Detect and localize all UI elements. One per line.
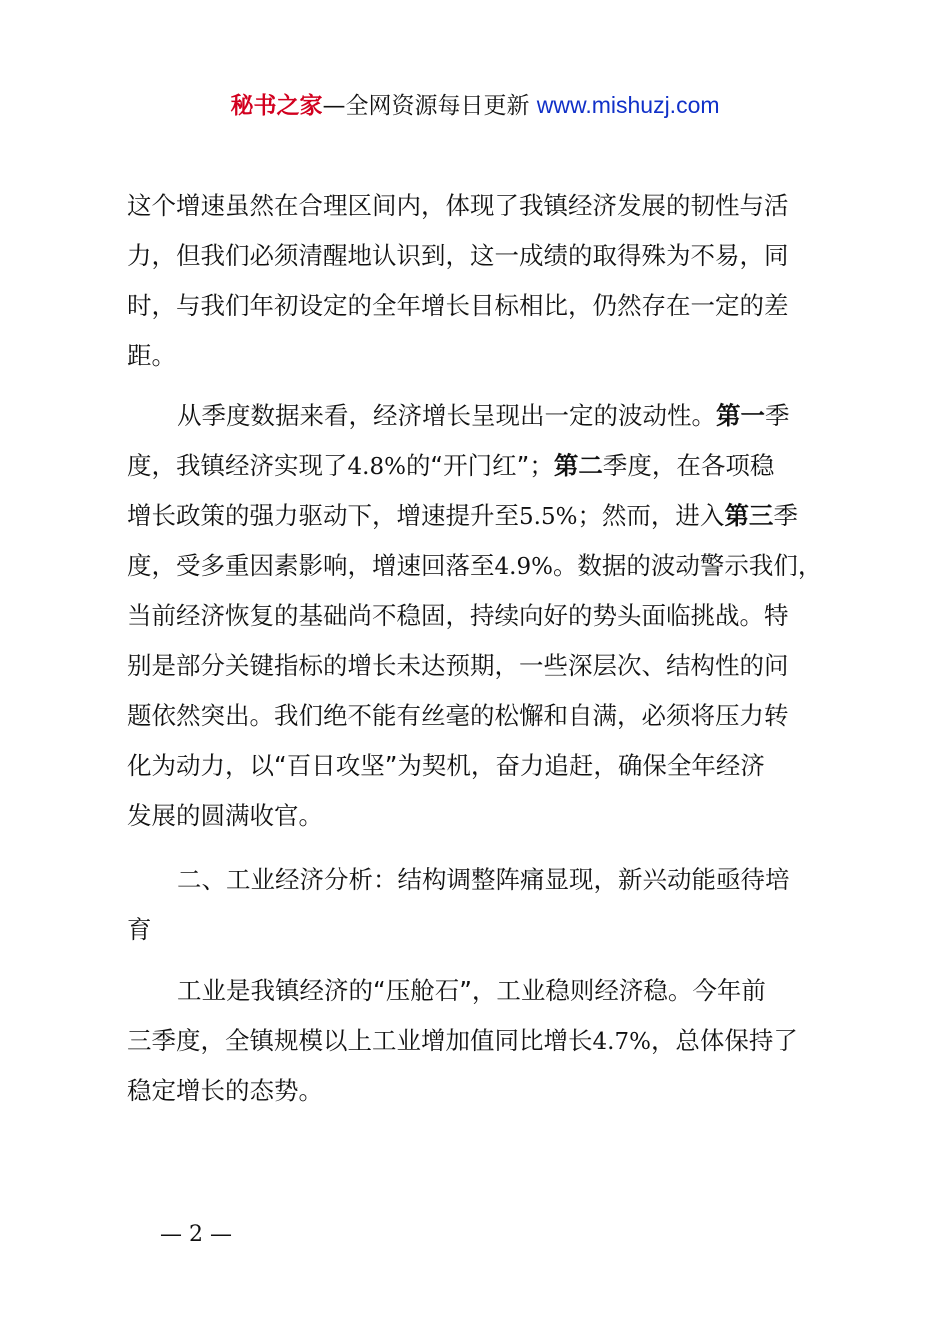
heading-line: 二、工业经济分析：结构调整阵痛显现，新兴动能亟待培 xyxy=(177,865,790,894)
text-line: 距。 xyxy=(127,341,176,370)
text-line: 别是部分关键指标的增长未达预期，一些深层次、结构性的问 xyxy=(127,651,789,680)
bold-run: 第二 xyxy=(553,451,603,480)
paragraph-1 xyxy=(127,181,837,381)
bold-run: 第一 xyxy=(716,401,765,430)
text-run: 。数据的波动警示我们， xyxy=(552,551,823,580)
text-line xyxy=(127,391,837,441)
text-line: 这个增速虽然在合理区间内，体现了我镇经济发展的韧性与活 xyxy=(127,191,789,220)
number-run: 4.8% xyxy=(347,454,406,480)
text-run: 季度，在各项稳 xyxy=(602,451,775,480)
paragraph-3 xyxy=(127,966,837,1116)
text-run: ，总体保持了 xyxy=(650,1026,798,1055)
section-heading xyxy=(127,855,837,955)
text-run: 三季度，全镇规模以上工业增加值同比增长 xyxy=(127,1026,593,1055)
number-run: 5.5% xyxy=(519,504,578,530)
text-run: 的“开门红”； xyxy=(405,451,554,480)
text-run: 增长政策的强力驱动下，增速提升至 xyxy=(127,501,519,530)
number-run: 4.7% xyxy=(592,1029,651,1055)
text-line: 力，但我们必须清醒地认识到，这一成绩的取得殊为不易，同 xyxy=(127,241,789,270)
brand-name: 秘书之家 xyxy=(230,93,323,119)
text-run: ；然而，进入 xyxy=(577,501,725,530)
text-line: 工业是我镇经济的“压舱石”，工业稳则经济稳。今年前 xyxy=(177,976,766,1005)
header-url[interactable]: www.mishuzj.com xyxy=(536,92,720,118)
page-number: — 2 — xyxy=(160,1222,232,1247)
text-line xyxy=(127,491,837,541)
text-line: 题依然突出。我们绝不能有丝毫的松懈和自满，必须将压力转 xyxy=(127,701,789,730)
text-run: 从季度数据来看，经济增长呈现出一定的波动性。 xyxy=(177,401,716,430)
text-run: 度，我镇经济实现了 xyxy=(127,451,348,480)
heading-line: 育 xyxy=(127,915,152,944)
text-line xyxy=(127,541,837,591)
header-tagline: —全网资源每日更新 xyxy=(322,93,537,119)
text-line: 稳定增长的态势。 xyxy=(127,1076,323,1105)
text-line: 时，与我们年初设定的全年增长目标相比，仍然存在一定的差 xyxy=(127,291,789,320)
text-line: 化为动力，以“百日攻坚”为契机，奋力追赶，确保全年经济 xyxy=(127,751,765,780)
text-line xyxy=(127,1016,837,1066)
text-run: 季 xyxy=(765,401,790,430)
text-line: 当前经济恢复的基础尚不稳固，持续向好的势头面临挑战。特 xyxy=(127,601,789,630)
paragraph-2 xyxy=(127,391,837,841)
text-line xyxy=(127,441,837,491)
text-line: 发展的圆满收官。 xyxy=(127,801,323,830)
bold-run: 第三 xyxy=(724,501,774,530)
text-run: 季 xyxy=(773,501,798,530)
text-run: 度，受多重因素影响，增速回落至 xyxy=(127,551,495,580)
number-run: 4.9% xyxy=(494,554,553,580)
page-header xyxy=(0,88,950,123)
